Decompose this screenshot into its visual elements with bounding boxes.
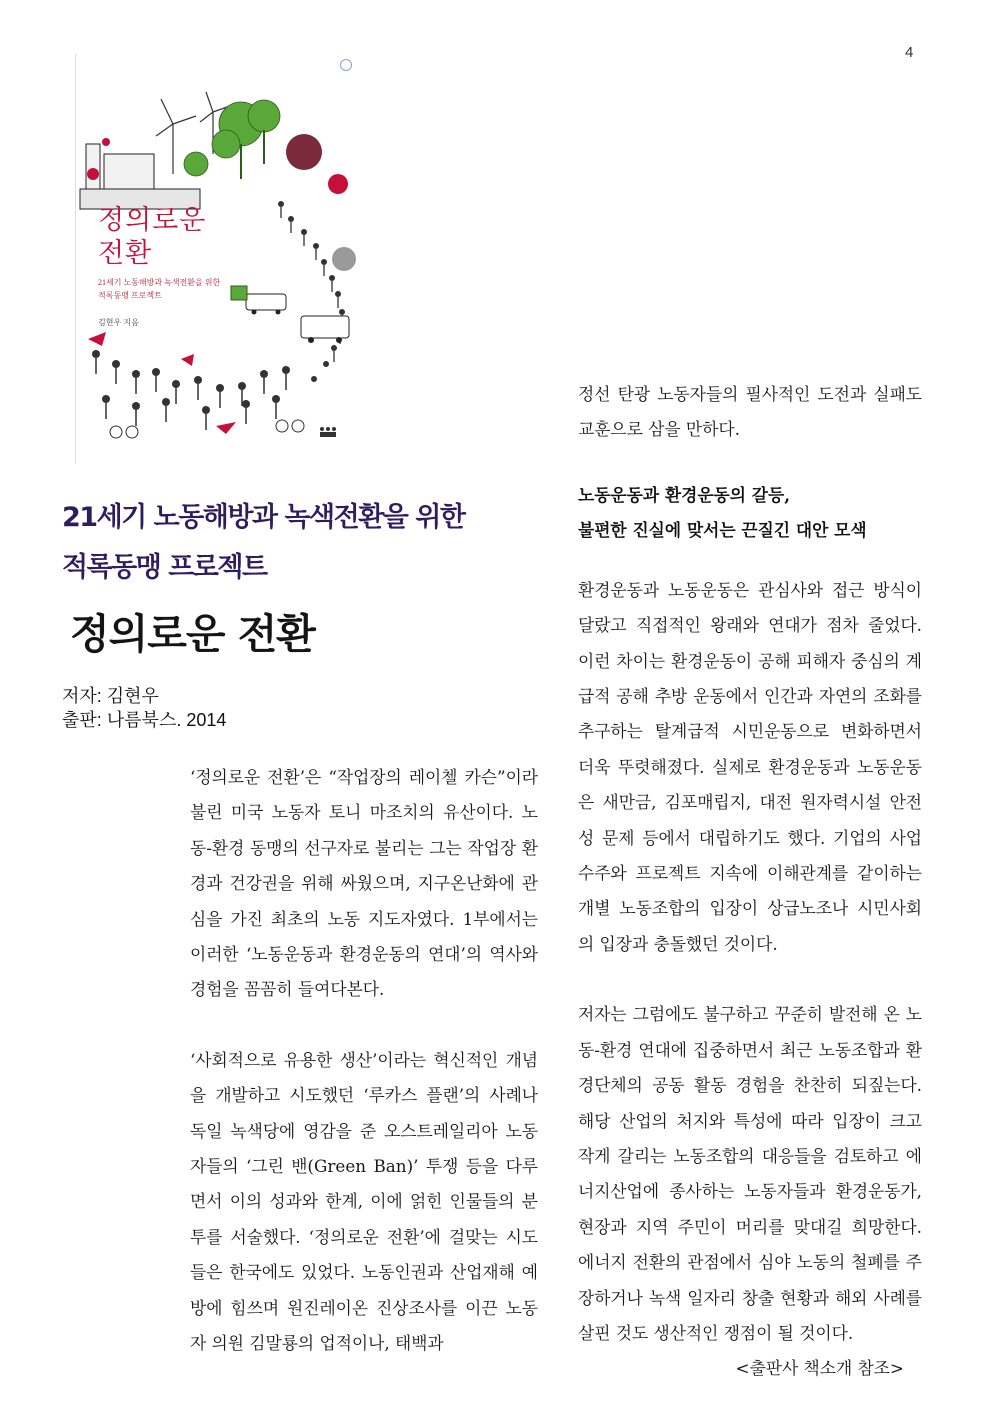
left-column bbox=[190, 760, 538, 1362]
right-continuation: 정선 탄광 노동자들의 필사적인 도전과 실패도 교훈으로 삼을 만하다. bbox=[578, 384, 922, 440]
image-placeholder-icon bbox=[340, 59, 352, 71]
cover-subtitle-line2: 적록동맹 프로젝트 bbox=[98, 291, 162, 300]
cover-title-line2: 전환 bbox=[98, 238, 153, 268]
cover-subtitle bbox=[98, 276, 258, 302]
book-cover-image bbox=[75, 54, 359, 464]
book-title: 정의로운 전환 bbox=[70, 610, 315, 658]
right-paragraph-2 bbox=[578, 997, 922, 1379]
section-heading bbox=[578, 478, 922, 548]
page-number: 4 bbox=[905, 44, 914, 61]
publisher-line: 출판: 나름북스. 2014 bbox=[62, 710, 227, 730]
source-note: <출판사 책소개 참조> bbox=[735, 1358, 904, 1379]
section-heading-line1: 노동운동과 환경운동의 갈등, bbox=[578, 484, 791, 505]
cover-title-line1: 정의로운 bbox=[98, 205, 207, 235]
author-line: 저자: 김현우 bbox=[62, 686, 159, 706]
right-column bbox=[578, 377, 922, 1387]
section-heading-line2: 불편한 진실에 맞서는 끈질긴 대안 모색 bbox=[578, 519, 867, 540]
right-paragraph-1: 환경운동과 노동운동은 관심사와 접근 방식이 달랐고 직접적인 왕래와 연대가 점차 줄었다. 이런 차이는 환경운동이 공해 피해자 중심의 계급적 공해 추방 운동에서 인간과 자연의 조화를 추구하는 탈계급적 시민운동으로 변화하면서 더욱 뚜렷해졌다. 실제로 환경운동과 노동운동은 새만금, 김포매립지, 대전 원자력시설 안전성 문제 등에서 대립하기도 했다. 기업의 사업 수주와 프로젝트 지속에 이해관계를 같이하는 개별 노동조합의 입장이 상급노조나 시민사회의 입장과 충돌했던 것이다. bbox=[578, 579, 922, 954]
left-paragraph-1: ‘정의로운 전환’은 “작업장의 레이첼 카슨”이라 불린 미국 노동자 토니 마조치의 유산이다. 노동-환경 동맹의 선구자로 불리는 그는 작업장 환경과 건강권을 위해 싸웠으며, 지구온난화에 관심을 가진 최초의 노동 지도자였다. 1부에서는 이러한 ‘노동운동과 환경운동의 연대’의 역사와 경험을 꼼꼼히 들여다본다. bbox=[190, 767, 538, 1000]
left-paragraph-2: ‘사회적으로 유용한 생산’이라는 혁신적인 개념을 개발하고 시도했던 ‘루카스 플랜’의 사례나 독일 녹색당에 영감을 준 오스트레일리아 노동자들의 ‘그린 밴(Green Ban)’ 투쟁 등을 다루면서 이의 성과와 한계, 이에 얽힌 인물들의 분투를 서술했다. ‘정의로운 전환’에 걸맞는 시도들은 한국에도 있었다. 노동인권과 산업재해 예방에 힘쓰며 원진레이온 진상조사를 이끈 노동자 의원 김말룡의 업적이나, 태백과 bbox=[190, 1049, 538, 1354]
right-paragraph-2-text: 저자는 그럼에도 불구하고 꾸준히 발전해 온 노동-환경 연대에 집중하면서 최근 노동조합과 환경단체의 공동 활동 경험을 찬찬히 되짚는다. 해당 산업의 처지와 특성에 따라 입장이 크고 작게 갈리는 노동조합의 대응들을 검토하고 에너지산업에 종사하는 노동자들과 환경운동가, 현장과 지역 주민이 머리를 맞대길 희망한다. 에너지 전환의 관점에서 심야 노동의 철폐를 주장하거나 녹색 일자리 창출 현황과 해외 사례를 살핀 것도 생산적인 쟁점이 될 것이다. bbox=[578, 1004, 922, 1343]
cover-title bbox=[98, 204, 206, 270]
headline-line1: 21세기 노동해방과 녹색전환을 위한 bbox=[62, 502, 465, 533]
cover-subtitle-line1: 21세기 노동해방과 녹색전환을 위한 bbox=[98, 278, 221, 287]
cover-author: 김현우 지음 bbox=[98, 318, 139, 327]
headline bbox=[62, 493, 532, 593]
headline-line2: 적록동맹 프로젝트 bbox=[62, 552, 267, 583]
